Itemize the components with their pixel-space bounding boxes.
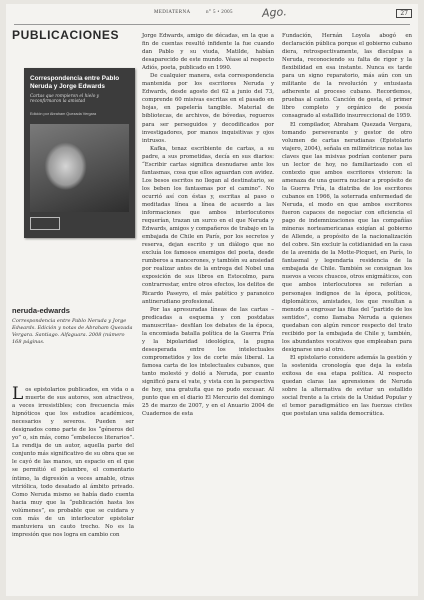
page-number: 27 xyxy=(396,9,412,18)
section-title: PUBLICACIONES xyxy=(12,28,120,42)
book-cover-image xyxy=(24,68,135,238)
handwritten-note: Ago. xyxy=(261,5,288,20)
magazine-page xyxy=(6,4,418,596)
article-paragraph: Jorge Edwards, amigo de décadas, en la que a fin de cuentas resultó infidente la fue cuando dan Pablo y su viuda, Matilde, habían desaparecido de este mundo. Véase al respecto Adiós, poeta, publicado en 1990. xyxy=(142,33,274,72)
page-header xyxy=(6,4,418,24)
article-paragraph-text: os epistolarios publicados, en vida o a muerte de sus autores, son atractivos, a veces irresistibles; con frecuencia más hipnóticos que los estudios académicos, necesarios y severos. Pueden ser designados como parte de los “géneros del yo” o, sin más, como “embelecos literarios”. La rendija de un autor, aquella parte del conjunto más significativo de su obra que se le cayó de las manos, un espacio en el que se permitió el pelambre, el comentario íntimo, la digresión a veces amable, otras vitriólica, todo desatado al ámbito privado. Como Neruda mismo se había dado cuenta hacia muy que la “publicación hasta los volúmenes”, es probable que se cuidara y con más de un interlocutor epistolar mantuviera un cauto trecho. No es la impresión que nos logra en cambio con xyxy=(12,387,134,538)
book-cover-title: Correspondencia entre Pablo Neruda y Jorge Edwards xyxy=(30,75,120,90)
article-paragraph: El epistolario considere además la gestión y la sostenida cronología que deja la estela exitosa de esa etapa política. Al respecto quedan claras las aprensiones de Neruda sobre la alternativa de evitar un estallido social frente a la crisis de la Unidad Popular y el temor paradigmático en las fuerzas civiles que postulan una salida democrática. xyxy=(282,354,412,418)
magazine-name: MEDIATERNA xyxy=(154,10,191,15)
caption-text: Correspondencia entre Pablo Neruda y Jorge Edwards. Edición y notas de Abraham Quezada Vergara. Santiago. Alfaguara. 2008 (número 168 páginas. xyxy=(12,318,133,345)
article-paragraph: Kafka, tenaz escribiente de cartas, a su padre, a sus prometidas, decía en sus diarios: “Escribir cartas significa desnudarse ante los fantasmas, cosa que ellos aguardan con avidez. Los besos escritos no llegan al destinatario, se los beben los fantasmas por el camino”. No ocurrió así con éstas y, escritas al paso o meditadas línea a línea de acuerdo a las informaciones que ambos interlocutores requerían, trazan un surco en el que Neruda y Edwards, amigos y compañeros de trabajo en la embajada de Chile en París, por los secretos y reserva, dejan escrito y un diálogo que no excluía los famosos enemigos del poeta, desde rumberos a mancerones, y también su ansiedad por realizar antes de la entrega del Nobel una exposición de sus libros en Estocolmo, para contrarrestar, entre otros efectos, los delitos de Ricardo Paseyro, el más patético y paranoico antinerudiano profesional. xyxy=(142,145,274,305)
caption-title: neruda-edwards xyxy=(12,306,70,315)
issue-label: n° 5 • 2005 xyxy=(206,10,233,15)
article-column-3 xyxy=(282,32,412,418)
book-cover-subtitle: Cartas que rompieron el hielo y reconfirmaron la amistad xyxy=(30,94,100,105)
book-cover-editor: Edición por Abraham Quezada Vergara xyxy=(30,112,97,116)
article-paragraph: El compilador, Abraham Quezada Vergara, tomando perseverante y gestor de otro volumen de cartas nerudianas (Epistolario viajero, 2004), señala en milimétricas notas las claves que las misivas podrían contener para un lector de hoy, no familiarizado con el contexto que ambos escritores vivieron: la amenaza de una guerra nuclear a propósito de la Guerra Fría, la diatriba de los escritores cubanos en 1966, la soterrada enfermedad de Neruda, el modo en que ambos escritores fueron capaces de negociar con eficiencia el pago de indemnizaciones que las compañías mineras norteamericanas exigían al gobierno de Allende, a propósito de la nacionalización del cobre. Sin excluir la cotidianidad en la casa de la avenida de la Motte-Picquet, en París, lo fantasmal y legendaria residencia de la embajada de Chile. También se consignan los nuevos a veces chuscos, otros enigmáticos, con que ambos interlocutores se referían a personajes indignos de la época, políticos, diplomáticos, amistades, los que resultan a menudo a engrosar las filas del “partido de los sentidos”, como llamaba Neruda a quienes quedaban con algún rencor respecto del trato recibido por la embajada de Chile y, también, los abundantes vocativos que empleaban para designarse uno al otro. xyxy=(282,121,412,353)
article-paragraph: De cualquier manera, esta correspondencia mantenida por los escritores Neruda y Edwards, desde agosto del 62 a junio del 73, comprende 60 misivas escritas en el pasado en hojas, en papelería tangible. Material de bibliotecas, de archivos, de bóvedas, regueros para ser perseguidos y decodificados por investigadores, por manos inquisitivas y ojos intrusos. xyxy=(142,73,274,144)
drop-cap: L xyxy=(12,384,24,404)
header-rule xyxy=(14,24,410,25)
publisher-logo-icon xyxy=(30,217,60,230)
article-column-1 xyxy=(12,386,134,539)
article-paragraph: Por las apresuradas líneas de las cartas –predicadas a esquema y con postdatas manuscritas– desfilan los debates de la época, la encomiada batalla política de la Guerra Fría y la bipolaridad ideológica, la pugna desesperada entre los intelectuales comprometidos y los de corte más liberal. La famosa carta de los intelectuales cubanos, que tanto molestó y dolió a Neruda, por cuanto significó para el vate, y vista con la perspectiva de hoy, una gratuita que no pudo excusar. Al punto que en el diario El Mercurio del domingo 25 de marzo de 2007, y en el Anuario 2004 de Cuadernos de esta xyxy=(142,306,274,418)
article-paragraph: Fundación, Hernán Loyola abogó en declaración pública porque el gobierno cubano diera, retrospectivamente, las disculpas a Neruda, reconociendo su falta de rigor y la flexibilidad en esa instante. Nunca es tarde para un signo reparatorio, más aún con un militante de la revolución y entusiasta adherente al proceso cubano. Recordemos, pruebas al canto. Canción de gesta, el primer libro completo y orgánico de poesía consagrado al estallido insurreccional de 1959. xyxy=(282,33,412,120)
book-cover-photo xyxy=(30,124,129,212)
article-paragraph xyxy=(12,386,134,539)
article-column-2 xyxy=(142,32,274,418)
